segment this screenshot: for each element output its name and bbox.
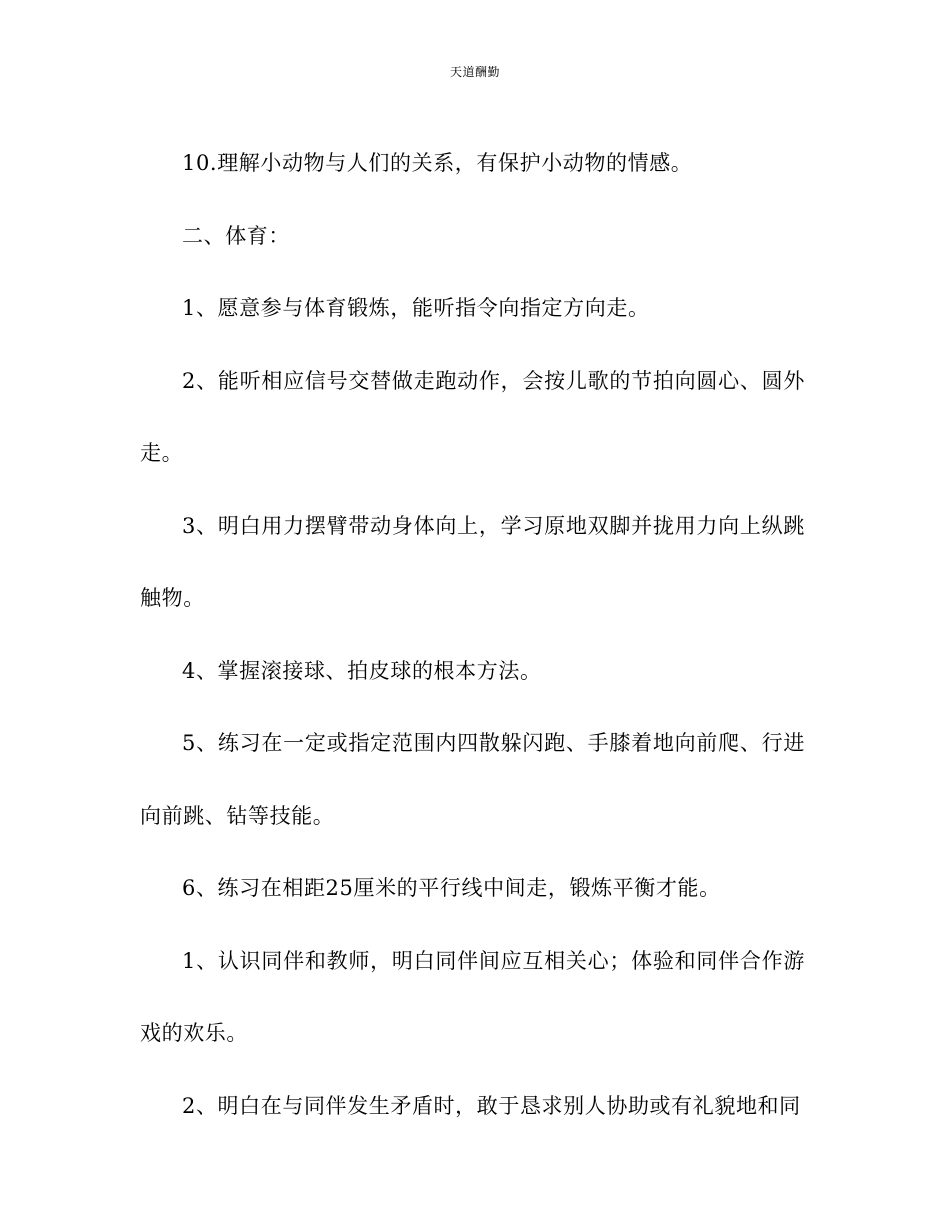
page-header: 天道酬勤 xyxy=(449,65,500,79)
paragraph-pe-4: 4、掌握滚接球、拍皮球的根本方法。 xyxy=(182,658,542,683)
paragraph-pe-6: 6、练习在相距25厘米的平行线中间走，锻炼平衡才能。 xyxy=(182,876,721,900)
section-heading-pe: 二、体育： xyxy=(182,223,290,248)
paragraph-social-2: 2、明白在与同伴发生矛盾时，敢于恳求别人协助或有礼貌地和同 xyxy=(182,1093,801,1118)
paragraph-pe-1: 1、愿意参与体育锻炼，能听指令向指定方向走。 xyxy=(182,296,650,320)
paragraph-pe-2: 2、能听相应信号交替做走跑动作，会按儿歌的节拍向圆心、圆外走。 xyxy=(140,368,805,465)
paragraph-goal-10: 10.理解小动物与人们的关系，有保护小动物的情感。 xyxy=(182,151,693,175)
paragraph-pe-5: 5、练习在一定或指定范围内四散躲闪跑、手膝着地向前爬、行进向前跳、钻等技能。 xyxy=(140,731,805,828)
paragraph-social-1: 1、认识同伴和教师，明白同伴间应互相关心；体验和同伴合作游戏的欢乐。 xyxy=(140,948,805,1045)
document-body xyxy=(140,127,805,1142)
paragraph-pe-3: 3、明白用力摆臂带动身体向上，学习原地双脚并拢用力向上纵跳触物。 xyxy=(140,513,805,610)
